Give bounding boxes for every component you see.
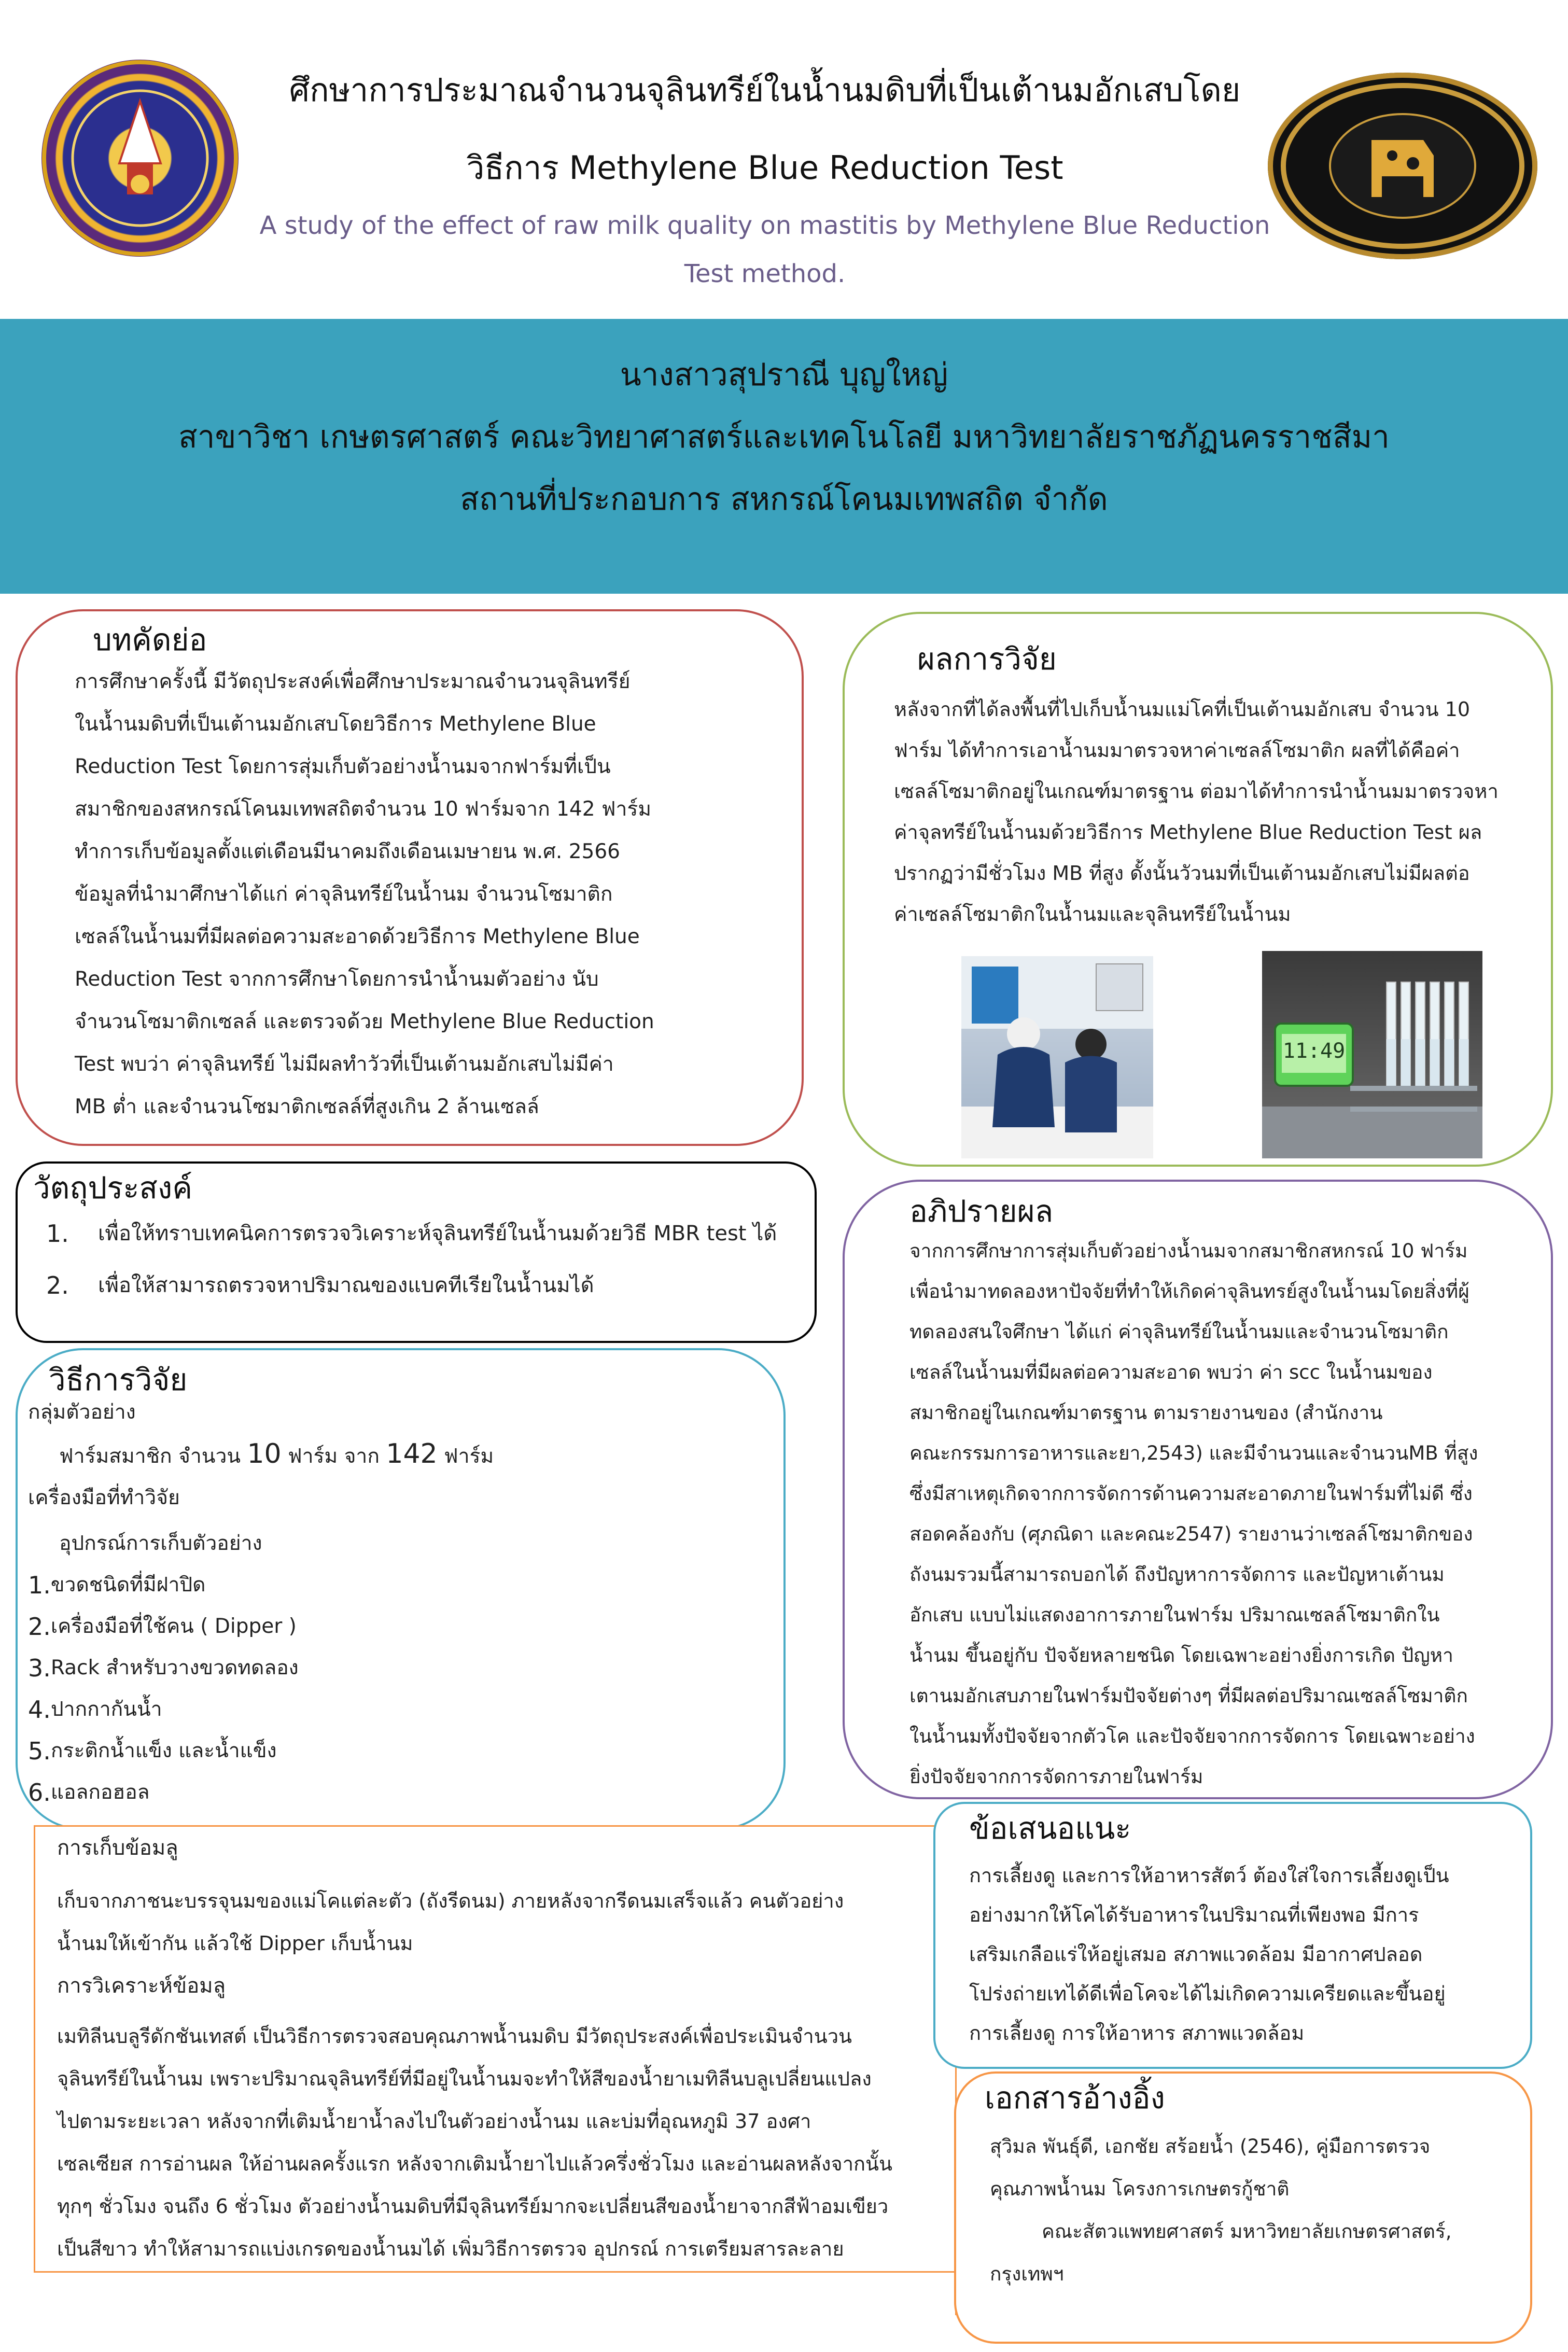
- discussion-line: ยิ่งปัจจัยจากการจัดการภายในฟาร์ม: [909, 1766, 1203, 1788]
- abstract-line: การศึกษาครั้งนี้ มีวัตถุประสงค์เพื่อศึกษาประมาณจำนวนจุลินทรีย์: [75, 670, 631, 693]
- abstract-line: ในน้ำนมดิบที่เป็นเต้านมอักเสบโดยวิธีการ Methylene Blue: [75, 712, 596, 736]
- discussion-line: คณะกรรมการอาหารและยา,2543) และมีจำนวนและจำนวนMB ที่สูง: [909, 1442, 1478, 1464]
- equipment-number: 6.: [28, 1779, 51, 1807]
- author-workplace: สถานที่ประกอบการ สหกรณ์โคนมเทพสถิต จำกัด: [460, 481, 1108, 517]
- equipment-item: [28, 1606, 764, 1647]
- discussion-line: เพื่อนำมาทดลองหาปัจจัยที่ทำให้เกิดค่าจุลินทรย์สูงในน้ำนมโดยสิ่งที่ผู้: [909, 1280, 1469, 1303]
- references-body: [990, 2125, 1529, 2295]
- suggestions-panel: [933, 1802, 1532, 2069]
- equipment-number: 5.: [28, 1737, 51, 1765]
- equipment-text: ขวดชนิดที่มีฝาปิด: [50, 1573, 206, 1597]
- objective-item: [46, 1259, 803, 1311]
- abstract-line: Test พบว่า ค่าจุลินทรีย์ ไม่มีผลทำวัวที่เป็นเต้านมอักเสบไม่มีค่า: [75, 1053, 614, 1076]
- references-panel: [954, 2071, 1532, 2344]
- data-collection-panel: [34, 1825, 957, 2315]
- abstract-body: [75, 661, 780, 1128]
- analysis-title: การวิเคราะห์ข้อมลู: [57, 1974, 226, 1998]
- discussion-line: ถังนมรวมนี้สามารถบอกได้ ถึงปัญหาการจัดการ และปัญหาเต้านม: [909, 1563, 1445, 1586]
- equipment-item: [28, 1772, 764, 1813]
- suggestions-body: [969, 1856, 1524, 2053]
- abstract-line: จำนวนโซมาติกเซลล์ และตรวจด้วย Methylene Blue Reduction: [75, 1010, 654, 1033]
- results-body: [894, 689, 1532, 935]
- workers-photo: [961, 956, 1153, 1158]
- results-line: เซลล์โซมาติกอยู่ในเกณฑ์มาตรฐาน ต่อมาได้ทำการนำน้ำนมมาตรวจหา: [894, 780, 1499, 803]
- author-name: นางสาวสุปราณี บุญใหญ่: [620, 357, 948, 393]
- objectives-panel: [16, 1161, 817, 1343]
- equipment-text: เครื่องมือที่ใช้คน ( Dipper ): [50, 1615, 297, 1638]
- collect-title: การเก็บข้อมลู: [57, 1836, 178, 1860]
- results-line: หลังจากที่ได้ลงพื้นที่ไปเก็บน้ำนมแม่โคที่เป็นเต้านมอักเสบ จำนวน 10: [894, 698, 1471, 721]
- sample-group-label: กลุ่มตัวอย่าง: [28, 1401, 136, 1424]
- analysis-line: ทุกๆ ชั่วโมง จนถึง 6 ชั่วโมง ตัวอย่างน้ำนมดิบที่มีจุลินทรีย์มากจะเปลี่ยนสีของน้ำยาจากสีฟ้าอมเขียว: [57, 2195, 889, 2218]
- objective-text: เพื่อให้สามารถตรวจหาปริมาณของแบคทีเรียในน้ำนมได้: [98, 1273, 594, 1297]
- abstract-line: MB ต่ำ และจำนวนโซมาติกเซลล์ที่สูงเกิน 2 ล้านเซลล์: [75, 1095, 539, 1118]
- abstract-line: เซลล์ในน้ำนมที่มีผลต่อความสะอาดด้วยวิธีการ Methylene Blue: [75, 925, 640, 948]
- abstract-line: สมาชิกของสหกรณ์โคนมเทพสถิตจำนวน 10 ฟาร์มจาก 142 ฟาร์ม: [75, 797, 652, 821]
- equipment-number: 4.: [28, 1696, 51, 1724]
- sample-group-text: [28, 1433, 764, 1477]
- objective-text: เพื่อให้ทราบเทคนิคการตรวจวิเคราะห์จุลินทรีย์ในน้ำนมด้วยวิธี MBR test ได้: [98, 1222, 777, 1245]
- discussion-line: สอดคล้องกับ (ศุภณิดา และคณะ2547) รายงานว่าเซลล์โซมาติกของ: [909, 1523, 1473, 1545]
- abstract-line: Reduction Test จากการศึกษาโดยการนำน้ำนมตัวอย่าง นับ: [75, 968, 599, 991]
- data-collection-left-border: [34, 1825, 35, 2271]
- analysis-line: เซลเซียส การอ่านผล ให้อ่านผลครั้งแรก หลังจากเติมน้ำยาไปแล้วครึ่งชั่วโมง และอ่านผลหลังจากนั้น: [57, 2152, 892, 2175]
- discussion-line: ในน้ำนมทั้งปัจจัยจากตัวโค และปัจจัยจากการจัดการ โดยเฉพาะอย่าง: [909, 1725, 1475, 1747]
- objective-number: 2.: [46, 1271, 69, 1299]
- sample-mid: ฟาร์ม จาก: [288, 1445, 380, 1468]
- equipment-item: [28, 1730, 764, 1772]
- analysis-line: จุลินทรีย์ในน้ำนม เพราะปริมาณจุลินทรีย์ที่มีอยู่ในน้ำนมจะทำให้สีของน้ำยาเมทิลีนบลูเปลี่ยนแปลง: [57, 2067, 872, 2090]
- analysis-line: เมทิลีนบลูรีดักชันเทสต์ เป็นวิธีการตรวจสอบคุณภาพน้ำนมดิบ มีวัตถุประสงค์เพื่อประเมินจำนวน: [57, 2025, 852, 2048]
- abstract-line: ข้อมูลที่นำมาศึกษาได้แก่ ค่าจุลินทรีย์ในน้ำนม จำนวนโซมาติก: [75, 883, 613, 906]
- discussion-title: อภิปรายผล: [909, 1194, 1054, 1229]
- equipment-text: Rack สำหรับวางขวดทดลอง: [50, 1656, 299, 1679]
- title-en-line2: Test method.: [684, 259, 846, 288]
- collect-line: เก็บจากภาชนะบรรจุนมของแม่โคแต่ละตัว (ถังรีดนม) ภายหลังจากรีดนมเสร็จแล้ว คนตัวอย่าง: [57, 1889, 844, 1912]
- equipment-number: 1.: [28, 1571, 51, 1599]
- abstract-line: ทำการเก็บข้อมูลตั้งแต่เดือนมีนาคมถึงเดือนเมษายน พ.ศ. 2566: [75, 840, 620, 863]
- suggestion-line: การเลี้ยงดู การให้อาหาร สภาพแวดล้อม: [969, 2022, 1305, 2045]
- equipment-text: ปากกากันน้ำ: [50, 1698, 162, 1721]
- equipment-number: 3.: [28, 1654, 51, 1682]
- suggestion-line: เสริมเกลือแร่ให้อยู่เสมอ สภาพแวดล้อม มีอากาศปลอด: [969, 1943, 1423, 1966]
- results-line: ฟาร์ม ได้ทำการเอาน้ำนมมาตรวจหาค่าเซลล์โซมาติก ผลที่ได้คือค่า: [894, 739, 1460, 762]
- objective-item: [46, 1208, 803, 1259]
- clock-display: 11:49: [1282, 1039, 1346, 1063]
- discussion-body: [909, 1231, 1547, 1797]
- suggestion-line: การเลี้ยงดู และการให้อาหารสัตว์ ต้องใส่ใจการเลี้ยงดูเป็น: [969, 1864, 1449, 1887]
- methods-panel: [16, 1348, 786, 1830]
- results-title: ผลการวิจัย: [917, 641, 1057, 677]
- equipment-number: 2.: [28, 1613, 51, 1641]
- discussion-panel: [843, 1180, 1553, 1799]
- cooperative-logo: [1268, 73, 1537, 259]
- abstract-line: Reduction Test โดยการสุ่มเก็บตัวอย่างน้ำนมจากฟาร์มที่เป็น: [75, 755, 611, 778]
- results-panel: [843, 612, 1553, 1167]
- equipment-item: [28, 1564, 764, 1606]
- university-logo: [41, 60, 239, 257]
- tools-label: เครื่องมือที่ทำวิจัย: [28, 1486, 180, 1509]
- reference-line: สุวิมล พันธุ์ดี, เอกชัย สร้อยน้ำ (2546), คู่มือการตรวจ: [990, 2135, 1431, 2158]
- author-band: [0, 319, 1568, 594]
- suggestion-line: โปร่งถ่ายเทได้ดีเพื่อโคจะได้ไม่เกิดความเครียดและขึ้นอยู่: [969, 1982, 1446, 2005]
- discussion-line: เซลล์ในน้ำนมที่มีผลต่อความสะอาด พบว่า ค่า scc ในน้ำนมของ: [909, 1361, 1433, 1383]
- suggestion-line: อย่างมากให้โคได้รับอาหารในปริมาณที่เพียงพอ มีการ: [969, 1903, 1419, 1926]
- equipment-item: [28, 1647, 764, 1689]
- objectives-title: วัตถุประสงค์: [33, 1170, 192, 1206]
- reference-line: กรุงเทพฯ: [990, 2263, 1064, 2285]
- analysis-line: ไปตามระยะเวลา หลังจากที่เติมน้ำยาน้ำลงไปในตัวอย่างน้ำนม และบ่มที่อุณหภูมิ 37 องศา: [57, 2110, 811, 2133]
- references-title: เอกสารอ้างอิ้ง: [985, 2080, 1165, 2116]
- reference-line: คุณภาพน้ำนม โครงการเกษตรกู้ชาติ: [990, 2178, 1290, 2200]
- results-line: ค่าเซลล์โซมาติกในน้ำนมและจุลินทรีย์ในน้ำนม: [894, 903, 1291, 926]
- discussion-line: เตานมอักเสบภายในฟาร์มปัจจัยต่างๆ ที่มีผลต่อปริมาณเซลล์โซมาติก: [909, 1685, 1468, 1707]
- objective-number: 1.: [46, 1220, 69, 1248]
- reference-line: คณะสัตวแพทยศาสตร์ มหาวิทยาลัยเกษตรศาสตร์,: [1042, 2220, 1452, 2243]
- collect-line: น้ำนมให้เข้ากัน แล้วใช้ Dipper เก็บน้ำนม: [57, 1932, 413, 1955]
- title-en-line1: A study of the effect of raw milk quality on mastitis by Methylene Blue Reduction: [259, 211, 1270, 240]
- sample-count: 10: [247, 1438, 282, 1469]
- discussion-line: ซึ่งมีสาเหตุเกิดจากการจัดการด้านความสะอาดภายในฟาร์มที่ไม่ดี ซึ่ง: [909, 1482, 1473, 1505]
- data-collection-bottom-border: [34, 2271, 957, 2273]
- results-line: ค่าจุลทรีย์ในน้ำนมด้วยวิธีการ Methylene Blue Reduction Test ผล: [894, 821, 1482, 844]
- sample-prefix: ฟาร์มสมาชิก จำนวน: [59, 1445, 241, 1468]
- title-th-line1: ศึกษาการประมาณจำนวนจุลินทรีย์ในน้ำนมดิบที่เป็นเต้านมอักเสบโดย: [289, 71, 1241, 109]
- results-line: ปรากฏว่ามีชั่วโมง MB ที่สูง ดั้งนั้นวัวนมที่เป็นเต้านมอักเสบไม่มีผลต่อ: [894, 862, 1470, 885]
- discussion-line: อักเสบ แบบไม่แสดงอาการภายในฟาร์ม ปริมาณเซลล์โซมาติกใน: [909, 1604, 1440, 1626]
- clock-and-tubes-photo: [1262, 951, 1482, 1158]
- analysis-line: เป็นสีขาว ทำให้สามารถแบ่งเกรดของน้ำนมได้ เพิ่มวิธีการตรวจ อุปกรณ์ การเตรียมสารละลาย: [57, 2237, 844, 2260]
- sample-suffix: ฟาร์ม: [444, 1445, 494, 1468]
- discussion-line: ทดลองสนใจศึกษา ได้แก่ ค่าจุลินทรีย์ในน้ำนมและจำนวนโซมาติก: [909, 1321, 1449, 1343]
- equipment-item: [28, 1689, 764, 1730]
- abstract-title: บทคัดย่อ: [93, 622, 207, 657]
- abstract-panel: [16, 609, 804, 1146]
- discussion-line: สมาชิกอยู่ในเกณฑ์มาตรฐาน ตามรายงานของ (สำนักงาน: [909, 1402, 1383, 1424]
- suggestions-title: ข้อเสนอแนะ: [969, 1811, 1131, 1846]
- equipment-text: แอลกอฮอล: [50, 1781, 150, 1804]
- objectives-list: [46, 1208, 803, 1311]
- title-th-line2: วิธีการ Methylene Blue Reduction Test: [466, 149, 1063, 187]
- equipment-text: กระติกน้ำแข็ง และน้ำแข็ง: [50, 1739, 277, 1762]
- methods-body: [28, 1392, 764, 1813]
- sample-total: 142: [386, 1438, 438, 1469]
- discussion-line: น้ำนม ขึ้นอยู่กับ ปัจจัยหลายชนิด โดยเฉพาะอย่างยิ่งการเกิด ปัญหา: [909, 1644, 1453, 1667]
- data-collection-body: [57, 1827, 949, 2270]
- discussion-line: จากการศึกษาการสุ่มเก็บตัวอย่างน้ำนมจากสมาชิกสหกรณ์ 10 ฟาร์ม: [909, 1240, 1468, 1262]
- equipment-label: อุปกรณ์การเก็บตัวอย่าง: [59, 1532, 262, 1555]
- methods-title: วิธีการวิจัย: [49, 1362, 188, 1397]
- author-department: สาขาวิชา เกษตรศาสตร์ คณะวิทยาศาสตร์และเทคโนโลยี มหาวิทยาลัยราชภัฏนครราชสีมา: [178, 419, 1390, 455]
